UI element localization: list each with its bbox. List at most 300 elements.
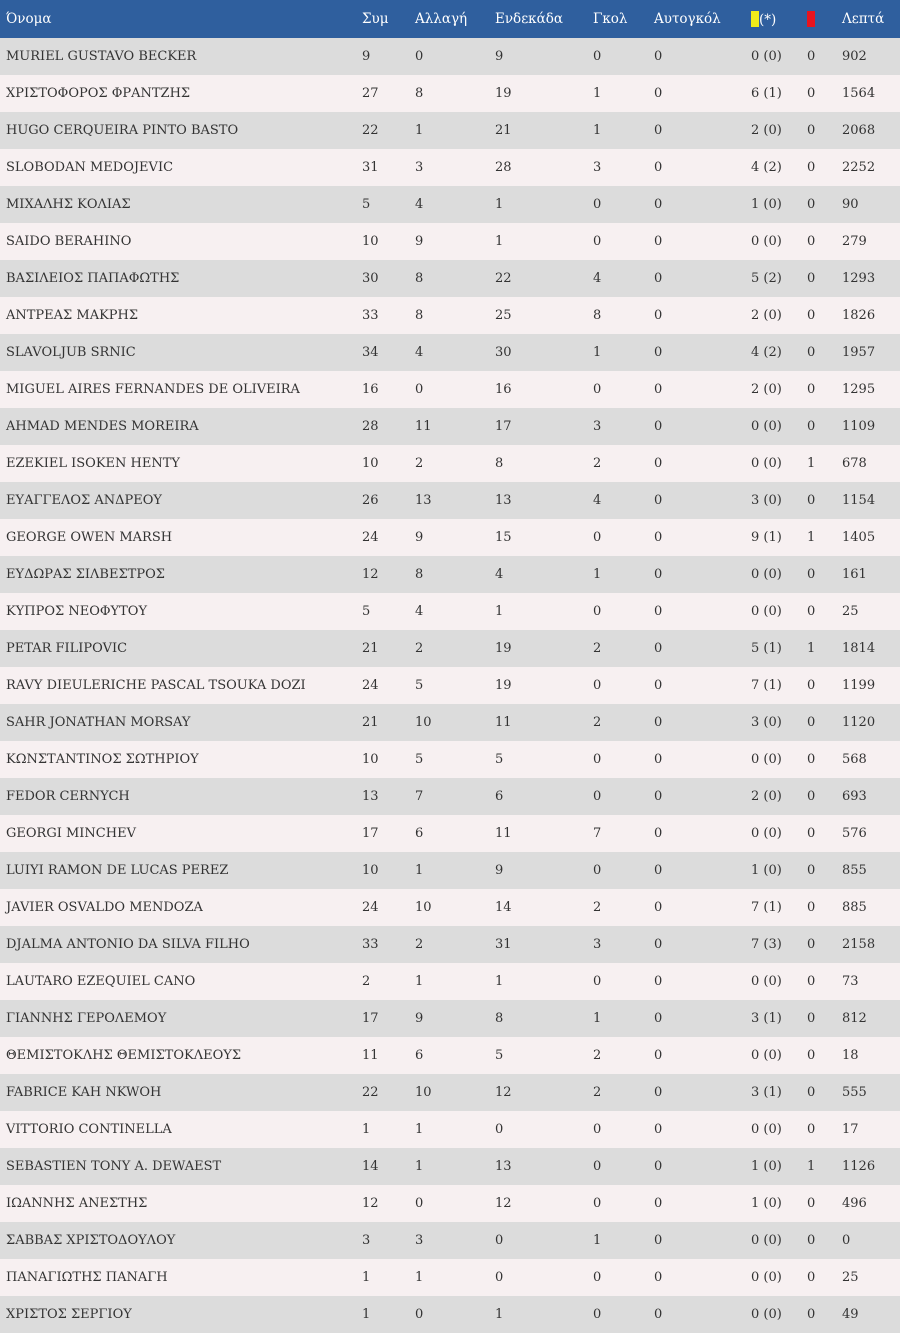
cell-apps: 24 (362, 678, 379, 693)
cell-goals: 2 (593, 641, 602, 656)
header-apps[interactable]: Συμ (362, 11, 389, 27)
cell-yellow-cards: 0 (0) (751, 1307, 782, 1322)
cell-minutes: 279 (842, 234, 867, 249)
cell-name: DJALMA ANTONIO DA SILVA FILHO (6, 937, 250, 952)
cell-own-goals: 0 (654, 863, 663, 878)
cell-yellow-cards: 0 (0) (751, 419, 782, 434)
cell-minutes: 812 (842, 1011, 867, 1026)
cell-minutes: 1295 (842, 382, 876, 397)
cell-yellow-cards: 0 (0) (751, 604, 782, 619)
cell-red-cards: 0 (807, 493, 816, 508)
cell-sub: 10 (415, 1085, 432, 1100)
cell-minutes: 17 (842, 1122, 859, 1137)
cell-minutes: 555 (842, 1085, 867, 1100)
cell-apps: 24 (362, 530, 379, 545)
cell-goals: 7 (593, 826, 602, 841)
cell-minutes: 1564 (842, 86, 876, 101)
cell-own-goals: 0 (654, 1307, 663, 1322)
cell-apps: 31 (362, 160, 379, 175)
table-row (0, 667, 900, 704)
cell-red-cards: 0 (807, 826, 816, 841)
cell-minutes: 25 (842, 604, 859, 619)
cell-apps: 22 (362, 1085, 379, 1100)
table-row (0, 482, 900, 519)
cell-goals: 1 (593, 567, 602, 582)
cell-sub: 7 (415, 789, 424, 804)
cell-yellow-cards: 0 (0) (751, 234, 782, 249)
cell-starts: 4 (495, 567, 504, 582)
cell-red-cards: 1 (807, 456, 816, 471)
cell-minutes: 2252 (842, 160, 876, 175)
cell-minutes: 1154 (842, 493, 876, 508)
cell-name: PETAR FILIPOVIC (6, 641, 128, 656)
table-row (0, 815, 900, 852)
cell-starts: 5 (495, 752, 504, 767)
cell-minutes: 161 (842, 567, 867, 582)
cell-yellow-cards: 1 (0) (751, 1196, 782, 1211)
cell-name: SLAVOLJUB SRNIC (6, 345, 136, 360)
cell-own-goals: 0 (654, 49, 663, 64)
cell-own-goals: 0 (654, 678, 663, 693)
cell-goals: 0 (593, 382, 602, 397)
cell-goals: 8 (593, 308, 602, 323)
table-row (0, 593, 900, 630)
cell-goals: 1 (593, 123, 602, 138)
cell-starts: 19 (495, 86, 512, 101)
cell-yellow-cards: 0 (0) (751, 826, 782, 841)
cell-apps: 33 (362, 308, 379, 323)
cell-name: ΕΥΑΓΓΕΛΟΣ ΑΝΔΡΕΟΥ (6, 493, 162, 508)
cell-apps: 26 (362, 493, 379, 508)
cell-red-cards: 0 (807, 1307, 816, 1322)
cell-name: MURIEL GUSTAVO BECKER (6, 49, 197, 64)
table-row (0, 186, 900, 223)
cell-own-goals: 0 (654, 86, 663, 101)
cell-goals: 0 (593, 678, 602, 693)
table-row (0, 556, 900, 593)
cell-own-goals: 0 (654, 308, 663, 323)
cell-name: FEDOR CERNYCH (6, 789, 130, 804)
cell-sub: 8 (415, 271, 424, 286)
cell-apps: 3 (362, 1233, 371, 1248)
cell-apps: 9 (362, 49, 371, 64)
cell-yellow-cards: 0 (0) (751, 49, 782, 64)
cell-goals: 0 (593, 49, 602, 64)
cell-minutes: 25 (842, 1270, 859, 1285)
cell-sub: 2 (415, 937, 424, 952)
cell-starts: 12 (495, 1085, 512, 1100)
cell-yellow-cards: 1 (0) (751, 863, 782, 878)
cell-red-cards: 0 (807, 1122, 816, 1137)
cell-yellow-cards: 2 (0) (751, 382, 782, 397)
cell-name: JAVIER OSVALDO MENDOZA (6, 900, 203, 915)
cell-sub: 0 (415, 1196, 424, 1211)
cell-name: ΘΕΜΙΣΤΟΚΛΗΣ ΘΕΜΙΣΤΟΚΛΕΟΥΣ (6, 1048, 242, 1063)
yellow-card-icon (751, 11, 759, 27)
cell-starts: 16 (495, 382, 512, 397)
cell-yellow-cards: 1 (0) (751, 197, 782, 212)
cell-apps: 5 (362, 197, 371, 212)
cell-starts: 1 (495, 974, 504, 989)
cell-own-goals: 0 (654, 271, 663, 286)
table-row (0, 852, 900, 889)
cell-yellow-cards: 0 (0) (751, 752, 782, 767)
cell-sub: 5 (415, 752, 424, 767)
table-row (0, 889, 900, 926)
cell-apps: 12 (362, 1196, 379, 1211)
cell-sub: 1 (415, 863, 424, 878)
cell-yellow-cards: 0 (0) (751, 1233, 782, 1248)
cell-name: AHMAD MENDES MOREIRA (6, 419, 199, 434)
cell-name: SAIDO BERAHINO (6, 234, 132, 249)
cell-sub: 13 (415, 493, 432, 508)
cell-apps: 11 (362, 1048, 379, 1063)
cell-red-cards: 0 (807, 567, 816, 582)
cell-goals: 2 (593, 715, 602, 730)
cell-apps: 24 (362, 900, 379, 915)
cell-apps: 10 (362, 863, 379, 878)
cell-red-cards: 0 (807, 123, 816, 138)
cell-sub: 0 (415, 49, 424, 64)
cell-yellow-cards: 4 (2) (751, 345, 782, 360)
table-row (0, 519, 900, 556)
cell-name: HUGO CERQUEIRA PINTO BASTO (6, 123, 239, 138)
cell-minutes: 855 (842, 863, 867, 878)
cell-minutes: 568 (842, 752, 867, 767)
cell-starts: 30 (495, 345, 512, 360)
cell-red-cards: 1 (807, 1159, 816, 1174)
cell-name: SEBASTIEN TONY A. DEWAEST (6, 1159, 222, 1174)
cell-minutes: 1109 (842, 419, 876, 434)
table-row (0, 149, 900, 186)
cell-own-goals: 0 (654, 1085, 663, 1100)
cell-starts: 25 (495, 308, 512, 323)
cell-minutes: 496 (842, 1196, 867, 1211)
cell-yellow-cards: 3 (0) (751, 715, 782, 730)
cell-yellow-cards: 0 (0) (751, 456, 782, 471)
cell-minutes: 678 (842, 456, 867, 471)
cell-starts: 0 (495, 1233, 504, 1248)
cell-yellow-cards: 2 (0) (751, 789, 782, 804)
cell-red-cards: 0 (807, 271, 816, 286)
header-yellow-cards[interactable] (751, 0, 807, 38)
cell-apps: 5 (362, 604, 371, 619)
cell-red-cards: 0 (807, 863, 816, 878)
cell-goals: 0 (593, 1196, 602, 1211)
cell-sub: 2 (415, 456, 424, 471)
cell-sub: 1 (415, 974, 424, 989)
cell-sub: 1 (415, 123, 424, 138)
cell-own-goals: 0 (654, 382, 663, 397)
header-red-cards[interactable] (807, 0, 842, 38)
cell-own-goals: 0 (654, 234, 663, 249)
table-row (0, 926, 900, 963)
cell-own-goals: 0 (654, 123, 663, 138)
cell-red-cards: 0 (807, 900, 816, 915)
table-row (0, 1037, 900, 1074)
cell-starts: 8 (495, 1011, 504, 1026)
cell-own-goals: 0 (654, 530, 663, 545)
cell-goals: 2 (593, 1085, 602, 1100)
cell-yellow-cards: 0 (0) (751, 1122, 782, 1137)
cell-red-cards: 0 (807, 382, 816, 397)
cell-starts: 14 (495, 900, 512, 915)
cell-goals: 3 (593, 419, 602, 434)
table-row (0, 445, 900, 482)
cell-goals: 3 (593, 937, 602, 952)
cell-goals: 0 (593, 974, 602, 989)
cell-name: GEORGE OWEN MARSH (6, 530, 173, 545)
cell-yellow-cards: 9 (1) (751, 530, 782, 545)
cell-minutes: 90 (842, 197, 859, 212)
cell-goals: 0 (593, 1307, 602, 1322)
cell-apps: 1 (362, 1122, 371, 1137)
table-row (0, 371, 900, 408)
cell-sub: 8 (415, 567, 424, 582)
cell-sub: 4 (415, 197, 424, 212)
cell-yellow-cards: 2 (0) (751, 123, 782, 138)
cell-goals: 1 (593, 345, 602, 360)
cell-starts: 21 (495, 123, 512, 138)
cell-red-cards: 0 (807, 234, 816, 249)
header-yellow-suffix: (*) (759, 11, 777, 28)
cell-own-goals: 0 (654, 789, 663, 804)
cell-starts: 0 (495, 1122, 504, 1137)
cell-starts: 9 (495, 49, 504, 64)
cell-minutes: 576 (842, 826, 867, 841)
cell-red-cards: 0 (807, 1011, 816, 1026)
cell-goals: 2 (593, 456, 602, 471)
cell-goals: 0 (593, 1270, 602, 1285)
cell-starts: 13 (495, 493, 512, 508)
cell-name: FABRICE KAH NKWOH (6, 1085, 162, 1100)
cell-own-goals: 0 (654, 604, 663, 619)
cell-red-cards: 0 (807, 789, 816, 804)
cell-own-goals: 0 (654, 197, 663, 212)
table-row (0, 1148, 900, 1185)
cell-own-goals: 0 (654, 1011, 663, 1026)
cell-starts: 6 (495, 789, 504, 804)
cell-sub: 10 (415, 715, 432, 730)
cell-goals: 0 (593, 197, 602, 212)
cell-name: ΧΡΙΣΤΟΣ ΣΕΡΓΙΟΥ (6, 1307, 132, 1322)
cell-sub: 3 (415, 160, 424, 175)
cell-apps: 30 (362, 271, 379, 286)
cell-own-goals: 0 (654, 1048, 663, 1063)
cell-yellow-cards: 0 (0) (751, 567, 782, 582)
header-name[interactable]: Όνομα (6, 11, 52, 27)
cell-sub: 2 (415, 641, 424, 656)
cell-red-cards: 0 (807, 678, 816, 693)
table-row (0, 1074, 900, 1111)
cell-own-goals: 0 (654, 937, 663, 952)
cell-sub: 0 (415, 1307, 424, 1322)
header-starts[interactable]: Ενδεκάδα (495, 11, 563, 27)
cell-yellow-cards: 0 (0) (751, 974, 782, 989)
cell-minutes: 1814 (842, 641, 876, 656)
cell-name: ΓΙΑΝΝΗΣ ΓΕΡΟΛΕΜΟΥ (6, 1011, 167, 1026)
cell-own-goals: 0 (654, 641, 663, 656)
cell-goals: 0 (593, 789, 602, 804)
cell-goals: 4 (593, 493, 602, 508)
cell-apps: 22 (362, 123, 379, 138)
cell-red-cards: 0 (807, 160, 816, 175)
cell-sub: 11 (415, 419, 432, 434)
cell-red-cards: 0 (807, 1196, 816, 1211)
cell-minutes: 1405 (842, 530, 876, 545)
cell-minutes: 902 (842, 49, 867, 64)
cell-own-goals: 0 (654, 826, 663, 841)
cell-red-cards: 0 (807, 197, 816, 212)
cell-sub: 9 (415, 1011, 424, 1026)
cell-starts: 31 (495, 937, 512, 952)
cell-own-goals: 0 (654, 715, 663, 730)
cell-sub: 9 (415, 234, 424, 249)
cell-name: ΑΝΤΡΕΑΣ ΜΑΚΡΗΣ (6, 308, 139, 323)
cell-red-cards: 0 (807, 1270, 816, 1285)
cell-yellow-cards: 7 (3) (751, 937, 782, 952)
cell-starts: 0 (495, 1270, 504, 1285)
cell-yellow-cards: 0 (0) (751, 1048, 782, 1063)
cell-own-goals: 0 (654, 1122, 663, 1137)
cell-own-goals: 0 (654, 974, 663, 989)
table-row (0, 1111, 900, 1148)
cell-own-goals: 0 (654, 160, 663, 175)
cell-sub: 8 (415, 86, 424, 101)
cell-name: RAVY DIEULERICHE PASCAL TSOUKA DOZI (6, 678, 306, 693)
cell-goals: 0 (593, 752, 602, 767)
cell-red-cards: 0 (807, 1085, 816, 1100)
cell-apps: 27 (362, 86, 379, 101)
cell-name: EZEKIEL ISOKEN HENTY (6, 456, 180, 471)
cell-minutes: 693 (842, 789, 867, 804)
cell-red-cards: 0 (807, 752, 816, 767)
cell-starts: 9 (495, 863, 504, 878)
table-row (0, 1222, 900, 1259)
cell-own-goals: 0 (654, 493, 663, 508)
cell-red-cards: 0 (807, 86, 816, 101)
cell-red-cards: 1 (807, 641, 816, 656)
cell-own-goals: 0 (654, 567, 663, 582)
table-row (0, 112, 900, 149)
cell-own-goals: 0 (654, 1196, 663, 1211)
cell-own-goals: 0 (654, 419, 663, 434)
cell-goals: 2 (593, 900, 602, 915)
cell-sub: 5 (415, 678, 424, 693)
cell-name: GEORGI MINCHEV (6, 826, 136, 841)
cell-name: VITTORIO CONTINELLA (6, 1122, 172, 1137)
cell-name: ΒΑΣΙΛΕΙΟΣ ΠΑΠΑΦΩΤΗΣ (6, 271, 180, 286)
cell-apps: 10 (362, 234, 379, 249)
cell-starts: 17 (495, 419, 512, 434)
cell-starts: 19 (495, 678, 512, 693)
cell-starts: 1 (495, 604, 504, 619)
cell-starts: 1 (495, 197, 504, 212)
cell-starts: 8 (495, 456, 504, 471)
cell-red-cards: 0 (807, 1233, 816, 1248)
cell-red-cards: 0 (807, 715, 816, 730)
cell-starts: 1 (495, 234, 504, 249)
table-row (0, 630, 900, 667)
cell-goals: 0 (593, 863, 602, 878)
header-row (0, 0, 900, 38)
cell-goals: 1 (593, 1011, 602, 1026)
table-row (0, 260, 900, 297)
cell-own-goals: 0 (654, 345, 663, 360)
cell-goals: 0 (593, 530, 602, 545)
cell-red-cards: 0 (807, 308, 816, 323)
cell-name: SAHR JONATHAN MORSAY (6, 715, 191, 730)
header-minutes[interactable]: Λεπτά (842, 11, 885, 27)
table-row (0, 1000, 900, 1037)
cell-sub: 10 (415, 900, 432, 915)
cell-apps: 16 (362, 382, 379, 397)
header-sub[interactable]: Αλλαγή (415, 11, 468, 27)
cell-starts: 11 (495, 826, 512, 841)
cell-goals: 0 (593, 604, 602, 619)
cell-sub: 8 (415, 308, 424, 323)
cell-name: ΠΑΝΑΓΙΩΤΗΣ ΠΑΝΑΓΗ (6, 1270, 168, 1285)
cell-goals: 0 (593, 234, 602, 249)
cell-minutes: 1199 (842, 678, 876, 693)
cell-minutes: 18 (842, 1048, 859, 1063)
cell-goals: 1 (593, 86, 602, 101)
table-row (0, 1185, 900, 1222)
cell-minutes: 1293 (842, 271, 876, 286)
cell-name: ΙΩΑΝΝΗΣ ΑΝΕΣΤΗΣ (6, 1196, 148, 1211)
cell-starts: 22 (495, 271, 512, 286)
cell-yellow-cards: 3 (1) (751, 1011, 782, 1026)
cell-yellow-cards: 1 (0) (751, 1159, 782, 1174)
cell-apps: 12 (362, 567, 379, 582)
cell-red-cards: 0 (807, 419, 816, 434)
cell-sub: 3 (415, 1233, 424, 1248)
cell-sub: 1 (415, 1159, 424, 1174)
cell-name: ΣΑΒΒΑΣ ΧΡΙΣΤΟΔΟΥΛΟΥ (6, 1233, 176, 1248)
cell-own-goals: 0 (654, 1270, 663, 1285)
table-row (0, 741, 900, 778)
cell-minutes: 49 (842, 1307, 859, 1322)
cell-red-cards: 0 (807, 345, 816, 360)
cell-goals: 3 (593, 160, 602, 175)
header-goals[interactable]: Γκολ (593, 11, 628, 27)
cell-sub: 1 (415, 1270, 424, 1285)
cell-minutes: 1120 (842, 715, 876, 730)
cell-name: ΚΩΝΣΤΑΝΤΙΝΟΣ ΣΩΤΗΡΙΟΥ (6, 752, 199, 767)
cell-starts: 15 (495, 530, 512, 545)
cell-name: ΧΡΙΣΤΟΦΟΡΟΣ ΦΡΑΝΤΖΗΣ (6, 86, 191, 101)
cell-yellow-cards: 4 (2) (751, 160, 782, 175)
cell-own-goals: 0 (654, 1233, 663, 1248)
table-row (0, 778, 900, 815)
cell-apps: 28 (362, 419, 379, 434)
cell-apps: 2 (362, 974, 371, 989)
header-own-goals[interactable]: Αυτογκόλ (654, 11, 721, 27)
cell-minutes: 73 (842, 974, 859, 989)
cell-apps: 10 (362, 752, 379, 767)
cell-name: LAUTARO EZEQUIEL CANO (6, 974, 196, 989)
cell-minutes: 1126 (842, 1159, 876, 1174)
cell-sub: 4 (415, 604, 424, 619)
cell-apps: 21 (362, 715, 379, 730)
cell-minutes: 1826 (842, 308, 876, 323)
cell-goals: 0 (593, 1122, 602, 1137)
cell-minutes: 0 (842, 1233, 851, 1248)
cell-sub: 0 (415, 382, 424, 397)
red-card-icon (807, 11, 815, 27)
table-row (0, 223, 900, 260)
cell-red-cards: 1 (807, 530, 816, 545)
